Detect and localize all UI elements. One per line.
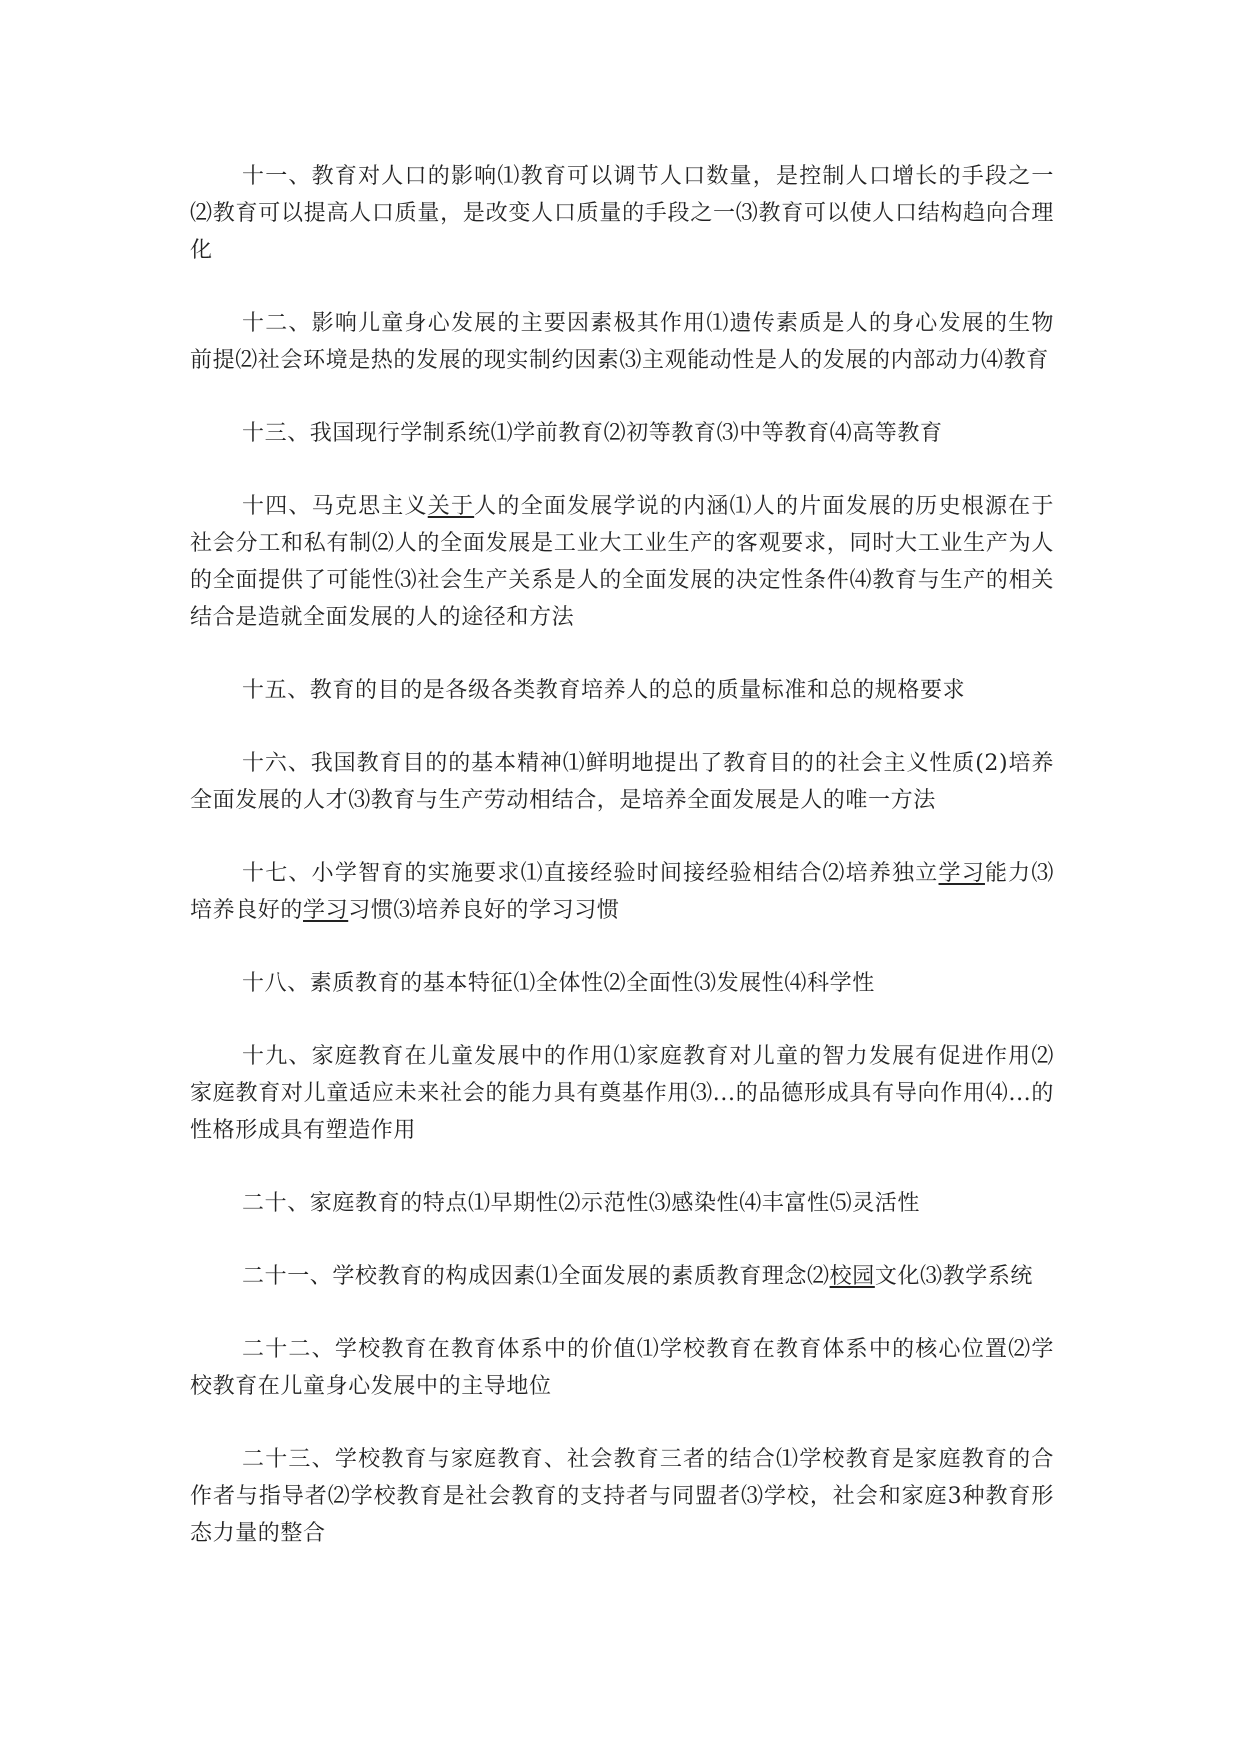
paragraph-text: 能力⑶培养良好的 bbox=[190, 861, 1054, 923]
paragraph-18 bbox=[190, 965, 1054, 1002]
paragraph-14 bbox=[190, 488, 1054, 636]
paragraph-text: 十七、小学智育的实施要求⑴直接经验时间接经验相结合⑵培养独立 bbox=[242, 861, 939, 886]
paragraph-15 bbox=[190, 672, 1054, 709]
paragraph-23 bbox=[190, 1441, 1054, 1552]
paragraph-text: 二十三、学校教育与家庭教育、社会教育三者的结合⑴学校教育是家庭教育的合作者与指导者⑵学校教育是社会教育的支持者与同盟者⑶学校，社会和家庭3种教育形态力量的整合 bbox=[190, 1447, 1054, 1546]
paragraph-11 bbox=[190, 158, 1054, 269]
paragraph-text: 二十、家庭教育的特点⑴早期性⑵示范性⑶感染性⑷丰富性⑸灵活性 bbox=[242, 1191, 921, 1216]
paragraph-12 bbox=[190, 305, 1054, 379]
paragraph-22 bbox=[190, 1331, 1054, 1405]
paragraph-13 bbox=[190, 415, 1054, 452]
paragraph-text: 十四、马克思主义 bbox=[242, 494, 428, 519]
paragraph-text: 十一、教育对人口的影响⑴教育可以调节人口数量，是控制人口增长的手段之一⑵教育可以提高人口质量，是改变人口质量的手段之一⑶教育可以使人口结构趋向合理化 bbox=[190, 164, 1054, 263]
paragraph-19 bbox=[190, 1038, 1054, 1149]
paragraph-text: 十六、我国教育目的的基本精神⑴鲜明地提出了教育目的的社会主义性质(2)培养全面发展的人才⑶教育与生产劳动相结合，是培养全面发展是人的唯一方法 bbox=[190, 751, 1054, 813]
paragraph-text: 二十一、学校教育的构成因素⑴全面发展的素质教育理念⑵ bbox=[242, 1264, 830, 1289]
underlined-link-text[interactable]: 学习 bbox=[303, 898, 349, 923]
paragraph-16 bbox=[190, 745, 1054, 819]
paragraph-text: 十三、我国现行学制系统⑴学前教育⑵初等教育⑶中等教育⑷高等教育 bbox=[242, 421, 943, 446]
paragraph-text: 十五、教育的目的是各级各类教育培养人的总的质量标准和总的规格要求 bbox=[242, 678, 966, 703]
paragraph-21 bbox=[190, 1258, 1054, 1295]
underlined-link-text[interactable]: 校园 bbox=[829, 1264, 875, 1289]
paragraph-20 bbox=[190, 1185, 1054, 1222]
paragraph-text: 十九、家庭教育在儿童发展中的作用⑴家庭教育对儿童的智力发展有促进作用⑵家庭教育对儿童适应未来社会的能力具有奠基作用⑶...的品德形成具有导向作用⑷...的性格形成具有塑造作用 bbox=[190, 1044, 1054, 1143]
paragraph-text: 人的全面发展学说的内涵⑴人的片面发展的历史根源在于社会分工和私有制⑵人的全面发展是工业大工业生产的客观要求，同时大工业生产为人的全面提供了可能性⑶社会生产关系是人的全面发展的决定性条件⑷教育与生产的相关结合是造就全面发展的人的途径和方法 bbox=[190, 494, 1054, 630]
paragraph-text: 二十二、学校教育在教育体系中的价值⑴学校教育在教育体系中的核心位置⑵学校教育在儿童身心发展中的主导地位 bbox=[190, 1337, 1054, 1399]
paragraph-17 bbox=[190, 855, 1054, 929]
underlined-link-text[interactable]: 关于 bbox=[427, 494, 475, 519]
paragraph-text: 文化⑶教学系统 bbox=[874, 1264, 1034, 1289]
document-page bbox=[190, 158, 1054, 1588]
paragraph-text: 习惯⑶培养良好的学习习惯 bbox=[348, 898, 620, 923]
underlined-link-text[interactable]: 学习 bbox=[938, 861, 985, 886]
paragraph-text: 十八、素质教育的基本特征⑴全体性⑵全面性⑶发展性⑷科学性 bbox=[242, 971, 875, 996]
paragraph-text: 十二、影响儿童身心发展的主要因素极其作用⑴遗传素质是人的身心发展的生物前提⑵社会环境是热的发展的现实制约因素⑶主观能动性是人的发展的内部动力⑷教育 bbox=[190, 311, 1054, 373]
